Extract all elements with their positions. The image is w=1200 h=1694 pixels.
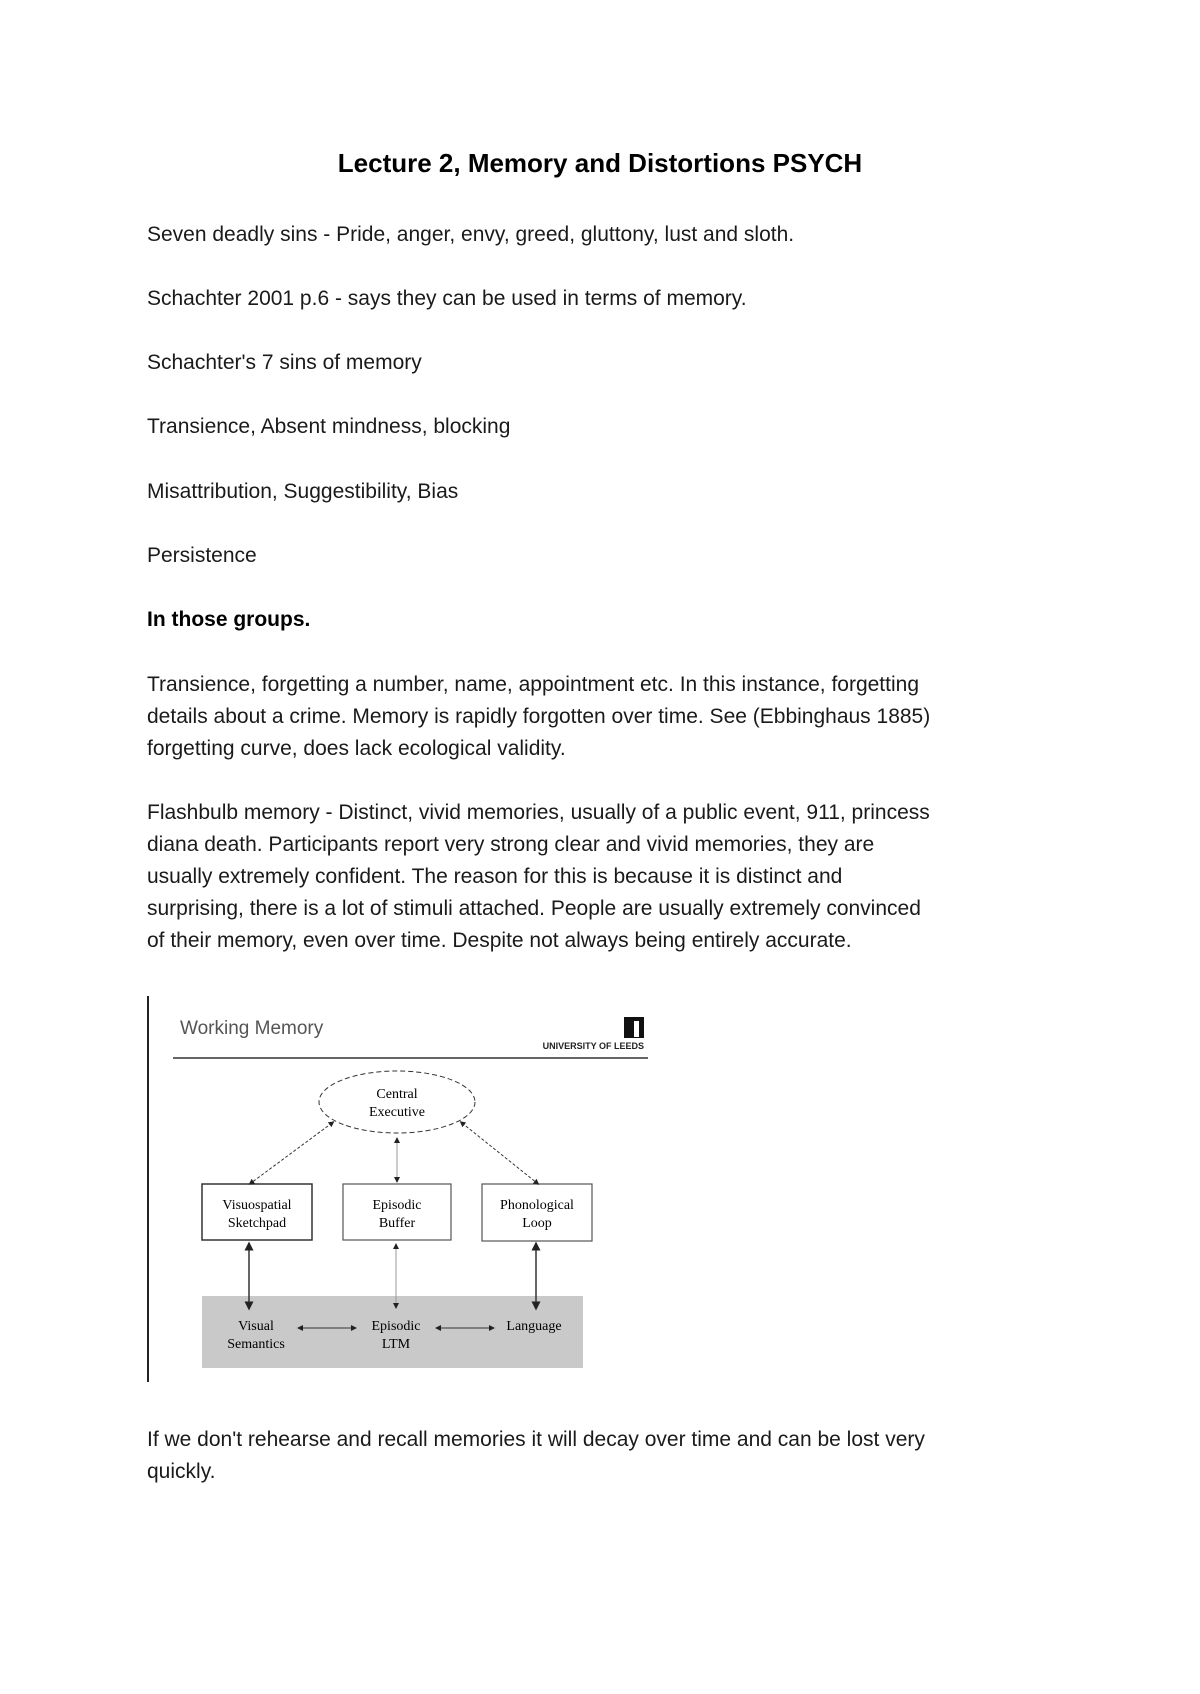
text-line: of their memory, even over time. Despite not always being entirely accurate. bbox=[147, 929, 852, 952]
text-line: Transience, Absent mindness, blocking bbox=[147, 415, 511, 438]
node-label: Central bbox=[376, 1087, 418, 1102]
node-label: Visuospatial bbox=[222, 1198, 292, 1213]
paragraph-group-1 bbox=[147, 411, 510, 443]
text-line: Persistence bbox=[147, 544, 257, 567]
node-label: Executive bbox=[369, 1105, 425, 1120]
central-executive-node bbox=[319, 1071, 475, 1133]
working-memory-diagram bbox=[140, 990, 680, 1390]
text-line: Schachter's 7 sins of memory bbox=[147, 351, 422, 374]
text-line: surprising, there is a lot of stimuli attached. People are usually extremely convinced bbox=[147, 897, 921, 920]
node-label: Buffer bbox=[378, 1216, 416, 1231]
text-line: Transience, forgetting a number, name, appointment etc. In this instance, forgetting bbox=[147, 673, 919, 696]
node-label: Phonological bbox=[500, 1198, 574, 1213]
heading-in-those-groups bbox=[147, 604, 310, 636]
node-label: Episodic bbox=[371, 1319, 421, 1334]
text-line: Seven deadly sins - Pride, anger, envy, greed, gluttony, lust and sloth. bbox=[147, 223, 795, 246]
paragraph-decay bbox=[147, 1424, 925, 1488]
diagram-title: Working Memory bbox=[180, 1018, 324, 1039]
node-label: Language bbox=[506, 1319, 562, 1334]
paragraph-group-3 bbox=[147, 540, 257, 572]
text-line: If we don't rehearse and recall memories it will decay over time and can be lost very bbox=[147, 1428, 925, 1451]
node-label: Semantics bbox=[227, 1337, 285, 1352]
node-label: Sketchpad bbox=[227, 1216, 287, 1231]
text-line: diana death. Participants report very strong clear and vivid memories, they are bbox=[147, 833, 875, 856]
node-label: LTM bbox=[381, 1337, 411, 1352]
node-label: Loop bbox=[522, 1216, 552, 1231]
paragraph-transience bbox=[147, 669, 930, 765]
text-line: details about a crime. Memory is rapidly forgotten over time. See (Ebbinghaus 1885) bbox=[147, 705, 931, 728]
leeds-logo-icon bbox=[624, 1017, 644, 1038]
node-label: Visual bbox=[238, 1319, 274, 1334]
paragraph-flashbulb bbox=[147, 797, 930, 957]
logo-text: UNIVERSITY OF LEEDS bbox=[542, 1041, 644, 1051]
paragraph-7-sins bbox=[147, 347, 422, 379]
text-line: quickly. bbox=[147, 1460, 216, 1483]
paragraph-group-2 bbox=[147, 476, 458, 508]
document-title: Lecture 2, Memory and Distortions PSYCH bbox=[337, 148, 863, 178]
text-line: usually extremely confident. The reason for this is because it is distinct and bbox=[147, 865, 843, 888]
paragraph-seven-sins bbox=[147, 219, 794, 251]
text-line: Schachter 2001 p.6 - says they can be used in terms of memory. bbox=[147, 287, 747, 310]
text-line: In those groups. bbox=[147, 608, 311, 631]
paragraph-schachter bbox=[147, 283, 747, 315]
text-line: Flashbulb memory - Distinct, vivid memories, usually of a public event, 911, princess bbox=[147, 801, 930, 824]
text-line: forgetting curve, does lack ecological validity. bbox=[147, 737, 566, 760]
text-line: Misattribution, Suggestibility, Bias bbox=[147, 480, 459, 503]
node-label: Episodic bbox=[372, 1198, 422, 1213]
